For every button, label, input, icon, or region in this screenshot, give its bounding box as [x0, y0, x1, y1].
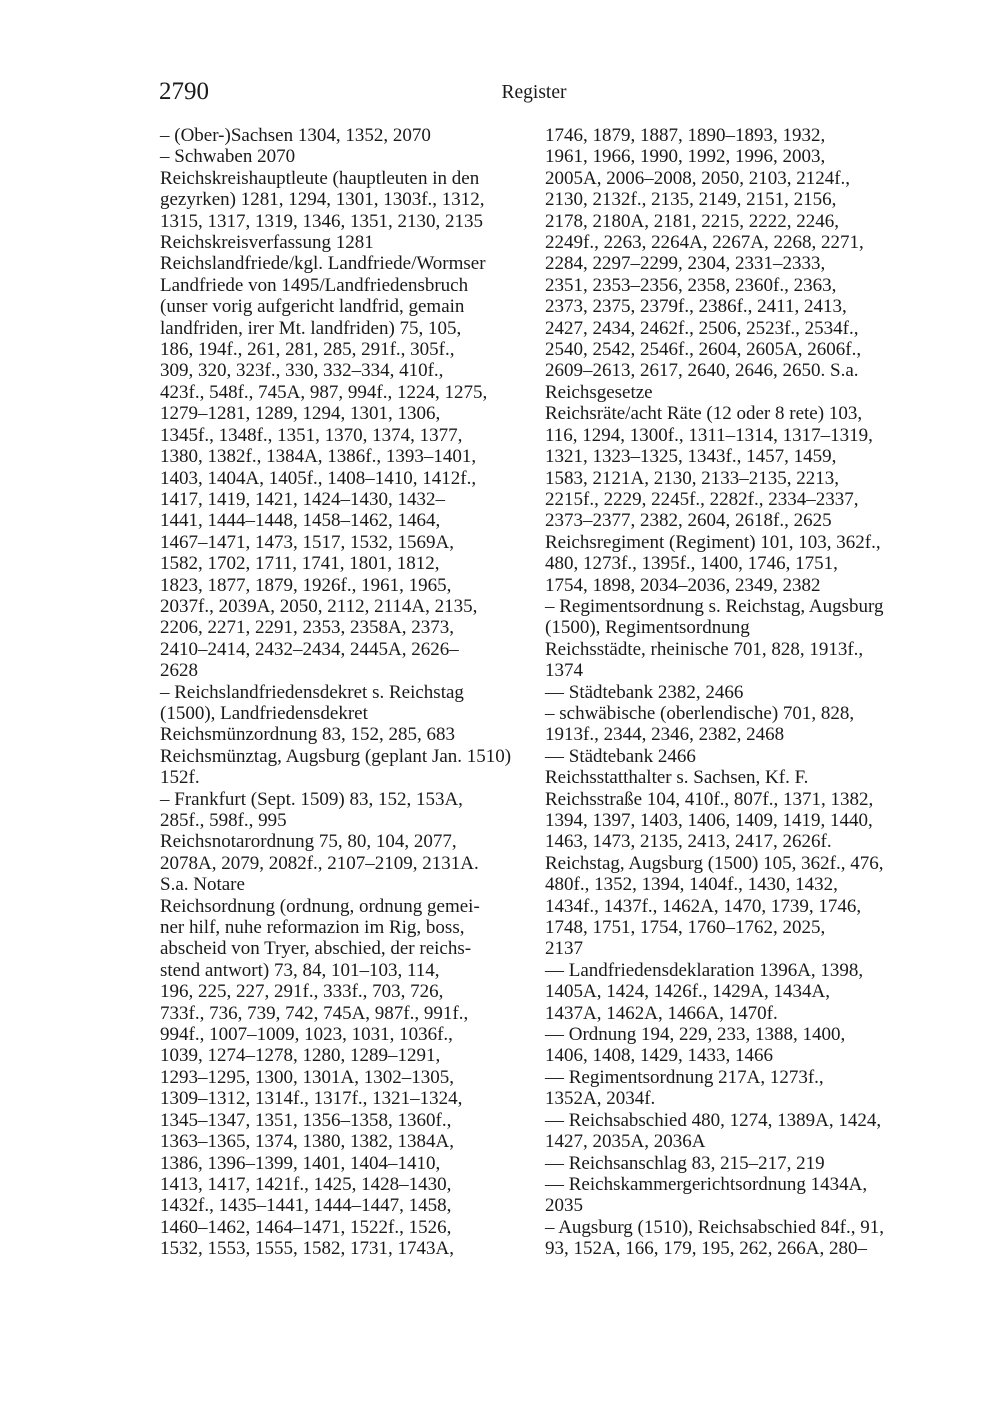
index-entry-line: Reichsräte/acht Räte (12 oder 8 rete) 103, — [545, 403, 863, 425]
index-entry — [545, 125, 923, 403]
index-entry — [160, 789, 532, 832]
index-entry-line: 196, 225, 227, 291f., 333f., 703, 726, — [160, 981, 444, 1003]
index-entry-line: Reichsstädte, rheinische 701, 828, 1913f., — [545, 638, 864, 660]
index-entry-line: 2410–2414, 2432–2434, 2445A, 2626– — [160, 638, 459, 660]
index-entry-line: – (Ober-)Sachsen 1304, 1352, 2070 — [160, 125, 431, 146]
index-entry-line: S.a. Notare — [160, 874, 245, 896]
index-entry — [545, 1024, 923, 1067]
index-entry — [160, 168, 532, 232]
index-entry — [545, 1217, 923, 1260]
index-entry — [160, 125, 532, 146]
index-entry-line: 2427, 2434, 2462f., 2506, 2523f., 2534f., — [545, 317, 859, 339]
index-entry-line: 2373–2377, 2382, 2604, 2618f., 2625 — [545, 510, 832, 532]
index-entry-line: –– Reichskammergerichtsordnung 1434A, — [545, 1173, 868, 1195]
index-entry-line: 2540, 2542, 2546f., 2604, 2605A, 2606f., — [545, 339, 862, 361]
index-entry-line: –– Reichsanschlag 83, 215–217, 219 — [545, 1152, 825, 1174]
index-entry — [160, 146, 532, 167]
index-entry — [160, 232, 532, 253]
index-entry-line: 2137 — [545, 938, 583, 960]
index-entry — [545, 1174, 923, 1217]
index-entry-line: Reichsnotarordnung 75, 80, 104, 2077, — [160, 831, 457, 853]
page-number: 2790 — [159, 78, 209, 105]
index-entry-line: 1380, 1382f., 1384A, 1386f., 1393–1401, — [160, 446, 477, 468]
index-entry-line: 285f., 598f., 995 — [160, 810, 287, 831]
index-entry-line: 1386, 1396–1399, 1401, 1404–1410, — [160, 1152, 441, 1174]
index-entry — [545, 703, 923, 746]
index-entry-line: 1309–1312, 1314f., 1317f., 1321–1324, — [160, 1088, 463, 1110]
index-entry — [545, 1067, 923, 1110]
index-entry-line: 1345f., 1348f., 1351, 1370, 1374, 1377, — [160, 424, 463, 446]
index-entry-line: 423f., 548f., 745A, 987, 994f., 1224, 1275, — [160, 381, 488, 403]
index-entry-line: 309, 320, 323f., 330, 332–334, 410f., — [160, 360, 444, 382]
index-entry — [160, 253, 532, 681]
index-entry-line: 2005A, 2006–2008, 2050, 2103, 2124f., — [545, 167, 851, 189]
index-entry — [160, 724, 532, 745]
index-entry-line: 2037f., 2039A, 2050, 2112, 2114A, 2135, — [160, 595, 478, 617]
index-entry-line: 2249f., 2263, 2264A, 2267A, 2268, 2271, — [545, 232, 864, 254]
index-entry — [545, 639, 923, 682]
index-entry-line: Reichskreishauptleute (hauptleuten in den — [160, 167, 480, 189]
index-entry-line: 93, 152A, 166, 179, 195, 262, 266A, 280– — [545, 1238, 867, 1260]
index-entry-line: Reichskreisverfassung 1281 — [160, 232, 374, 254]
index-entry — [545, 853, 923, 960]
index-entry — [545, 960, 923, 1024]
index-entry-line: 2609–2613, 2617, 2640, 2646, 2650. S.a. — [545, 360, 859, 382]
index-entry — [545, 789, 923, 853]
index-entry-line: Reichsregiment (Regiment) 101, 103, 362f., — [545, 531, 881, 553]
index-column-left — [160, 125, 532, 1260]
index-entry — [160, 682, 532, 725]
index-entry-line: 994f., 1007–1009, 1023, 1031, 1036f., — [160, 1024, 453, 1046]
index-entry-line: (1500), Landfriedensdekret — [160, 702, 368, 724]
index-entry-line: – Reichslandfriedensdekret s. Reichstag — [160, 681, 464, 703]
index-entry — [545, 596, 923, 639]
index-entry — [545, 767, 923, 788]
index-entry-line: 1394, 1397, 1403, 1406, 1409, 1419, 1440, — [545, 810, 873, 831]
index-entry — [545, 532, 923, 596]
index-entry-line: 1345–1347, 1351, 1356–1358, 1360f., — [160, 1109, 452, 1131]
index-entry — [545, 1110, 923, 1153]
index-entry-line: gezyrken) 1281, 1294, 1301, 1303f., 1312, — [160, 189, 485, 211]
index-entry-line: – Augsburg (1510), Reichsabschied 84f., 91, — [545, 1216, 884, 1238]
index-entry-line: Landfriede von 1495/Landfriedensbruch — [160, 274, 469, 296]
running-head: Register — [501, 82, 567, 103]
index-entry-line: 1582, 1702, 1711, 1741, 1801, 1812, — [160, 553, 440, 575]
index-entry-line: 2178, 2180A, 2181, 2215, 2222, 2246, — [545, 210, 839, 232]
index-entry-line: 1413, 1417, 1421f., 1425, 1428–1430, — [160, 1173, 452, 1195]
index-column-right — [545, 125, 923, 1260]
index-entry-line: 1754, 1898, 2034–2036, 2349, 2382 — [545, 574, 821, 596]
index-entry-line: 1293–1295, 1300, 1301A, 1302–1305, — [160, 1066, 454, 1088]
index-entry — [160, 746, 532, 789]
index-entry — [160, 831, 532, 895]
index-entry-line: –– Ordnung 194, 229, 233, 1388, 1400, — [545, 1024, 846, 1046]
index-entry-line: 1352A, 2034f. — [545, 1088, 656, 1110]
index-entry-line: 1279–1281, 1289, 1294, 1301, 1306, — [160, 403, 441, 425]
index-entry-line: 2284, 2297–2299, 2304, 2331–2333, — [545, 253, 826, 275]
index-entry-line: 2351, 2353–2356, 2358, 2360f., 2363, — [545, 274, 837, 296]
index-entry-line: (unser vorig aufgericht landfrid, gemain — [160, 296, 465, 318]
index-entry-line: – Regimentsordnung s. Reichstag, Augsburg — [545, 595, 884, 617]
index-entry-line: 2078A, 2079, 2082f., 2107–2109, 2131A. — [160, 852, 479, 874]
index-entry-line: 2215f., 2229, 2245f., 2282f., 2334–2337, — [545, 488, 859, 510]
index-entry-line: 1532, 1553, 1555, 1582, 1731, 1743A, — [160, 1238, 454, 1260]
index-entry-line: 2130, 2132f., 2135, 2149, 2151, 2156, — [545, 189, 837, 211]
index-entry-line: Reichsstatthalter s. Sachsen, Kf. F. — [545, 767, 809, 789]
index-entry-line: 2373, 2375, 2379f., 2386f., 2411, 2413, — [545, 296, 847, 318]
index-entry-line: 186, 194f., 261, 281, 285, 291f., 305f., — [160, 339, 455, 361]
index-entry-line: Reichsgesetze — [545, 381, 653, 403]
index-entry-line: Reichsordnung (ordnung, ordnung gemei- — [160, 895, 480, 917]
index-entry-line: 1363–1365, 1374, 1380, 1382, 1384A, — [160, 1131, 454, 1153]
index-entry — [545, 682, 923, 703]
index-entry-line: 1039, 1274–1278, 1280, 1289–1291, — [160, 1045, 441, 1067]
index-entry-line: 480f., 1352, 1394, 1404f., 1430, 1432, — [545, 874, 838, 896]
index-entry-line: 1437A, 1462A, 1466A, 1470f. — [545, 1002, 778, 1024]
index-entry-line: 1427, 2035A, 2036A — [545, 1131, 706, 1153]
index-entry-line: 1746, 1879, 1887, 1890–1893, 1932, — [545, 125, 826, 146]
index-entry-line: landfriden, irer Mt. landfriden) 75, 105, — [160, 317, 462, 339]
index-entry-line: 2206, 2271, 2291, 2353, 2358A, 2373, — [160, 617, 454, 639]
index-entry-line: 733f., 736, 739, 742, 745A, 987f., 991f., — [160, 1002, 469, 1024]
index-entry-line: –– Städtebank 2466 — [545, 745, 696, 767]
index-entry-line: 2035 — [545, 1195, 583, 1217]
index-entry-line: –– Landfriedensdeklaration 1396A, 1398, — [545, 959, 864, 981]
index-entry-line: 480, 1273f., 1395f., 1400, 1746, 1751, — [545, 553, 838, 575]
index-entry-line: – Frankfurt (Sept. 1509) 83, 152, 153A, — [160, 788, 463, 810]
index-entry-line: (1500), Regimentsordnung — [545, 617, 750, 639]
index-entry-line: –– Reichsabschied 480, 1274, 1389A, 1424, — [545, 1109, 882, 1131]
index-entry-line: – schwäbische (oberlendische) 701, 828, — [545, 702, 855, 724]
index-entry-line: Reichstag, Augsburg (1500) 105, 362f., 476, — [545, 852, 884, 874]
index-entry — [545, 403, 923, 531]
index-entry-line: –– Regimentsordnung 217A, 1273f., — [545, 1066, 824, 1088]
index-entry-line: abscheid von Tryer, abschied, der reichs- — [160, 938, 472, 960]
index-entry-line: 1374 — [545, 660, 583, 682]
index-entry-line: 1748, 1751, 1754, 1760–1762, 2025, — [545, 917, 826, 939]
index-entry-line: 1417, 1419, 1421, 1424–1430, 1432– — [160, 488, 445, 510]
index-entry-line: Reichsstraße 104, 410f., 807f., 1371, 1382, — [545, 788, 874, 810]
index-entry — [545, 746, 923, 767]
index-entry-line: 1432f., 1435–1441, 1444–1447, 1458, — [160, 1195, 452, 1217]
index-entry-line: – Schwaben 2070 — [160, 146, 296, 168]
index-entry-line: –– Städtebank 2382, 2466 — [545, 681, 744, 703]
index-entry-line: 1467–1471, 1473, 1517, 1532, 1569A, — [160, 531, 454, 553]
index-entry-line: Reichsmünztag, Augsburg (geplant Jan. 1510) — [160, 745, 512, 767]
index-entry-line: 1961, 1966, 1990, 1992, 1996, 2003, — [545, 146, 826, 168]
index-entry-line: Reichsmünzordnung 83, 152, 285, 683 — [160, 724, 456, 746]
index-entry-line: 1434f., 1437f., 1462A, 1470, 1739, 1746, — [545, 895, 862, 917]
index-entry-line: 1441, 1444–1448, 1458–1462, 1464, — [160, 510, 441, 532]
index-entry-line: 152f. — [160, 767, 200, 789]
index-entry-line: 1463, 1473, 2135, 2413, 2417, 2626f. — [545, 831, 832, 853]
index-entry-line: 1913f., 2344, 2346, 2382, 2468 — [545, 724, 785, 746]
index-entry-line: 1405A, 1424, 1426f., 1429A, 1434A, — [545, 981, 830, 1003]
index-entry-line: 1823, 1877, 1879, 1926f., 1961, 1965, — [160, 574, 452, 596]
index-entry — [160, 896, 532, 1260]
index-entry-line: stend antwort) 73, 84, 101–103, 114, — [160, 959, 440, 981]
index-entry-line: ner hilf, nuhe reformazion im Rig, boss, — [160, 917, 465, 939]
index-entry-line: 1321, 1323–1325, 1343f., 1457, 1459, — [545, 446, 837, 468]
index-entry-line: 1460–1462, 1464–1471, 1522f., 1526, — [160, 1216, 452, 1238]
index-entry — [545, 1153, 923, 1174]
index-entry-line: 1583, 2121A, 2130, 2133–2135, 2213, — [545, 467, 839, 489]
index-entry-line: 2628 — [160, 660, 198, 682]
index-entry-line: Reichslandfriede/kgl. Landfriede/Wormser — [160, 253, 486, 275]
index-entry-line: 1403, 1404A, 1405f., 1408–1410, 1412f., — [160, 467, 477, 489]
index-entry-line: 116, 1294, 1300f., 1311–1314, 1317–1319, — [545, 424, 873, 446]
index-entry-line: 1315, 1317, 1319, 1346, 1351, 2130, 2135 — [160, 210, 483, 232]
index-entry-line: 1406, 1408, 1429, 1433, 1466 — [545, 1045, 773, 1067]
